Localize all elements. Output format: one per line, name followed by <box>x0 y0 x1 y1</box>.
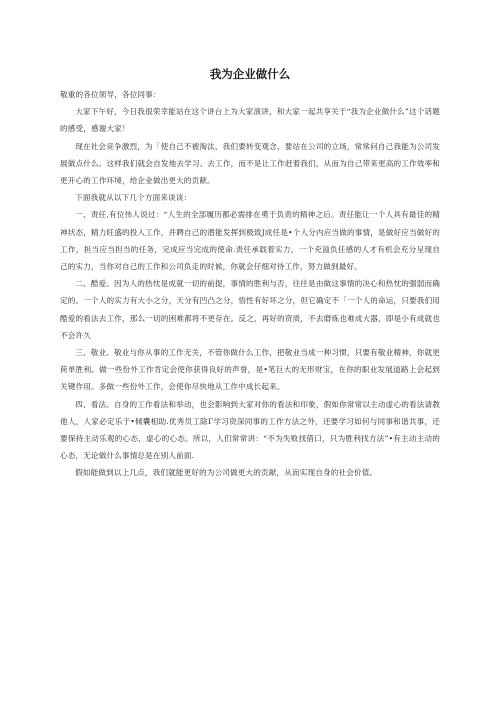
paragraph-responsibility: 一、责任,有位伟人说过：“人生的全部履历都必需排在勇于负责的精神之后。责任能让一个人具有最佳的精神状态，精力旺盛的投入工作，并聘自己的潜能发挥到极致J成任是•个人分内应当做的事情，是做好应当做好的工作，担当应当担当的任务，完成应当完成的使命.责任承载着实力，一个充溢负任感的人才有机会充分呈现自己的实力，当你对自己的工作和公司负走的时候，你就会仔细对待工作，努力做到最好。 <box>60 210 440 272</box>
paragraph-dedication: 三、敬业。敬业与你从事的工作无关，不管你做什么工作，把敬业当成一种习惯，只要有敬业精神，你就更荷单胜利。做一些份外工作肯定会使你获得良好的声誉，是•笔巨大的无形财宝，在你的职业发展道路上会起到关键作用。多做一些份外工作，会使你尽快地从工作中成长起来。 <box>60 348 440 392</box>
paragraph-context: 现在社会竞争激烈，为「使自己不被淘汰，我们要转变观念，要站在公司的立场，常常问自己我能为公司发展做点什么。这样我们就会自发地去学习、去工作，而不是让工作赶着我们，从而为自己带来更高的工作效率和更开心的工作环境，给企业做出更大的贡献。 <box>60 141 440 186</box>
document-body <box>60 86 440 482</box>
paragraph-attitude: 四、看法。自身的工作看法和举动，也会影响到大家对你的看法和印象，假如你常常以主动虚心的看法请教他人，人家必定乐于•倾囊相助.优秀员工除Γ学习资深同事的工作方法之外，还要学习如何与同事和谐共事，还要保持主动乐观的心态，虚心的心态。所以，人们常常讲：“不为失败找借口，只为胜利找方法”•有主动主动的心态，无论做什么事情总是在别人前面. <box>60 399 440 461</box>
greeting: 敬重的各位领导，各位同事： <box>60 90 161 99</box>
paragraph-conclusion: 假如能做到以上几点，我们就能更好的为公司做更大的贡献，从而实现自身的社会价值。 <box>75 468 378 478</box>
document-title: 我为企业做什么 <box>209 67 291 81</box>
paragraph-outline: 下面我就从以下几个方面来谈谈： <box>75 193 192 203</box>
paragraph-passion: 二、酷爱。因为人的热忱是成就一切的前提，事情的胜利与否，往往是由做这事情的决心和热忱的强弱而确定的。一个人的实力有大小之分，天分有凹凸之分，悟性有好坏之分，但它确定不「一个人的命运，只要我们用酷爱的看法去工作，那么一切的困难都将不更存在。反之，再好的资质，不去磨炼也难成大器，即是小有成就也不会许久 <box>60 279 440 340</box>
paragraph-intro: 大家下午好，今日我很荣幸能站在这个讲台上为大家演讲，和大家一起共享关于“我为企业做什么”这个话题的感受，感谢大家！ <box>60 107 440 134</box>
